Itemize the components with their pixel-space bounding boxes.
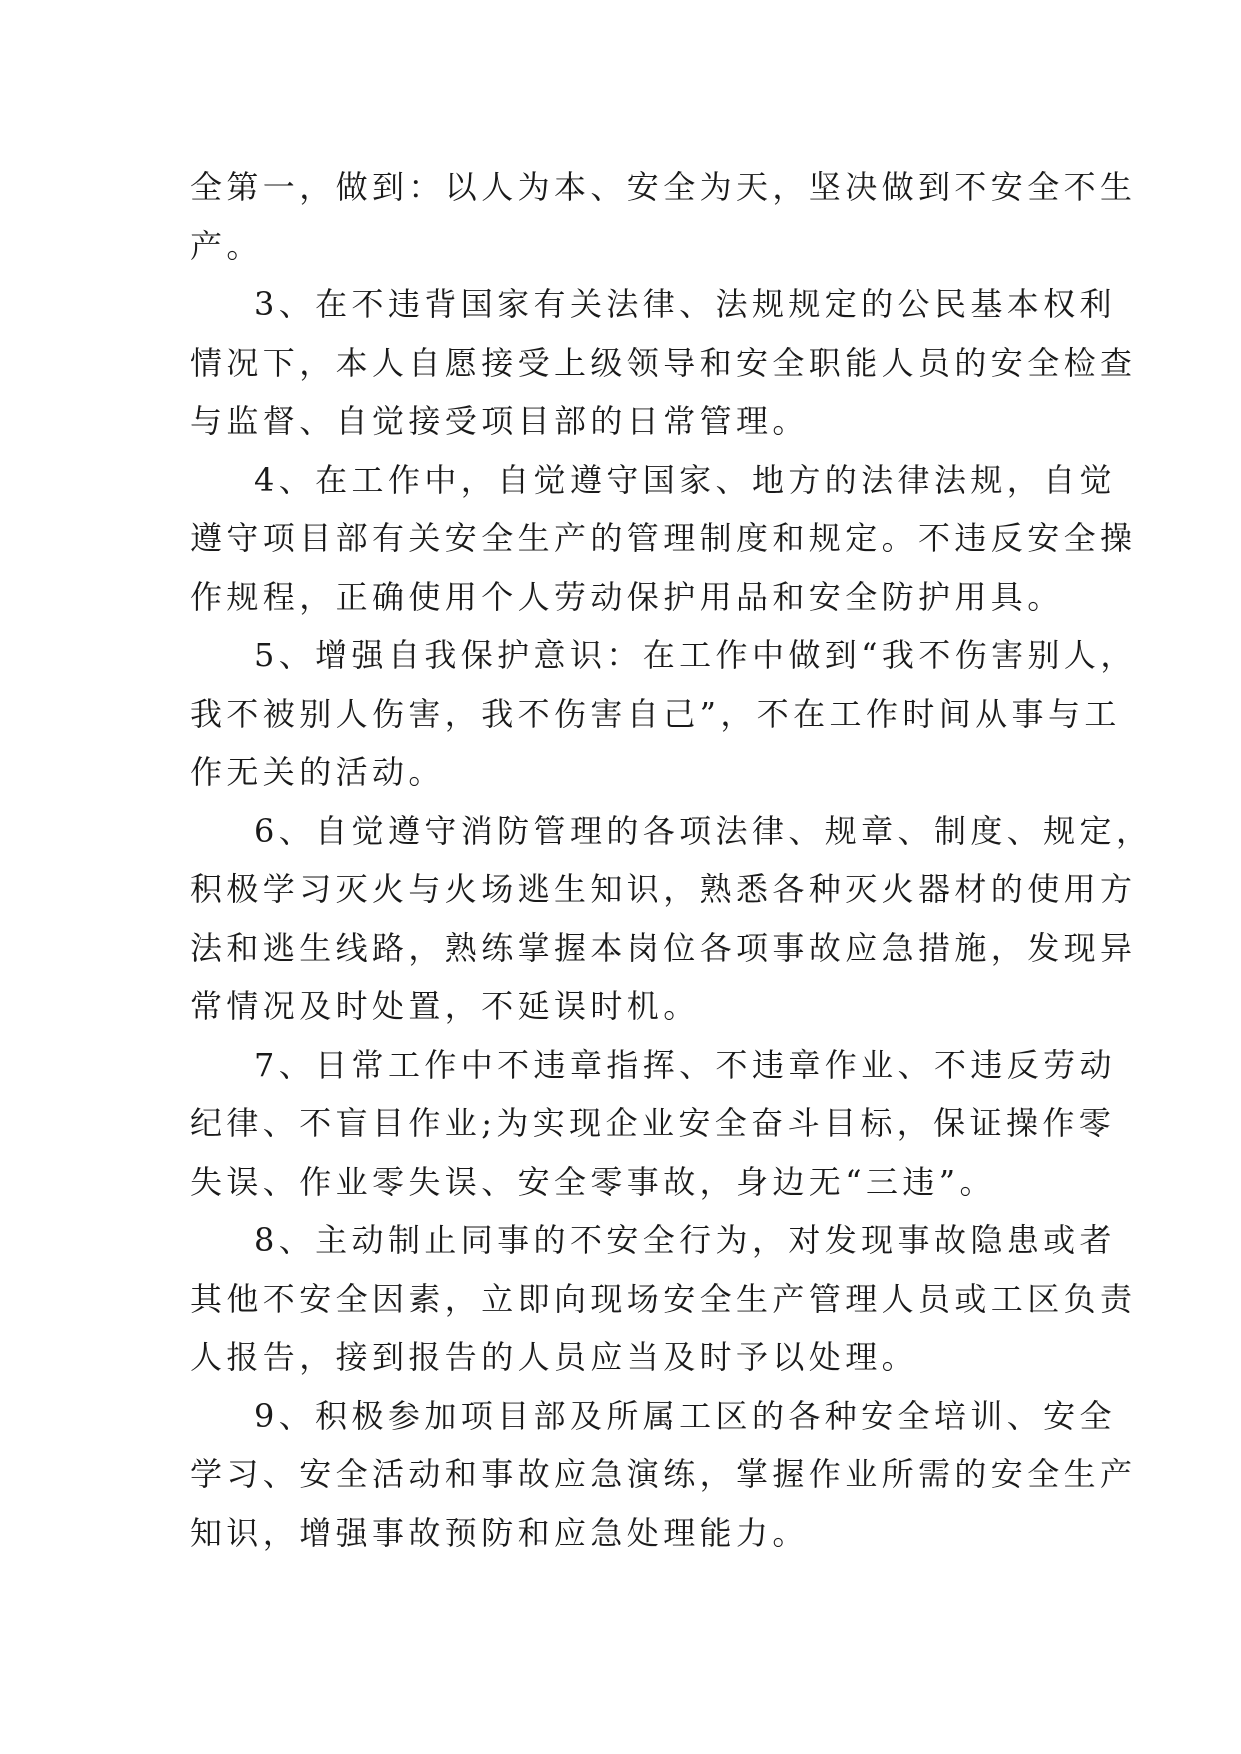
text-line: 4、在工作中，自觉遵守国家、地方的法律法规，自觉 [254,460,1116,499]
text-line: 知识，增强事故预防和应急处理能力。 [190,1513,809,1552]
paragraph [190,1211,1137,1387]
text-line: 遵守项目部有关安全生产的管理制度和规定。不违反安全操 [190,519,1137,557]
paragraph [190,275,1137,451]
paragraph [190,1387,1137,1563]
text-line: 我不被别人伤害，我不伤害自己”，不在工作时间从事与工 [190,694,1121,733]
text-line: 作规程，正确使用个人劳动保护用品和安全防护用具。 [190,577,1064,616]
text-line: 失误、作业零失误、安全零事故，身边无“三违”。 [190,1162,996,1201]
text-line: 9、积极参加项目部及所属工区的各种安全培训、安全 [254,1396,1116,1435]
text-line: 作无关的活动。 [190,753,445,791]
text-line: 其他不安全因素，立即向现场安全生产管理人员或工区负责 [190,1279,1137,1318]
text-line: 全第一，做到：以人为本、安全为天，坚决做到不安全不生 [190,168,1137,206]
paragraph [190,158,1137,275]
text-line: 积极学习灭火与火场逃生知识，熟悉各种灭火器材的使用方 [190,870,1137,908]
document-body [190,158,1153,1562]
text-line: 6、自觉遵守消防管理的各项法律、规章、制度、规定， [254,811,1153,850]
text-line: 法和逃生线路，熟练掌握本岗位各项事故应急措施，发现异 [190,928,1137,967]
text-line: 常情况及时处置，不延误时机。 [190,987,700,1025]
text-line: 与监督、自觉接受项目部的日常管理。 [190,402,809,440]
text-line: 3、在不违背国家有关法律、法规规定的公民基本权利 [254,285,1116,323]
text-line: 人报告，接到报告的人员应当及时予以处理。 [190,1338,919,1376]
text-line: 8、主动制止同事的不安全行为，对发现事故隐患或者 [254,1221,1116,1259]
paragraph [190,802,1153,1036]
text-line: 学习、安全活动和事故应急演练，掌握作业所需的安全生产 [190,1455,1137,1493]
text-line: 纪律、不盲目作业;为实现企业安全奋斗目标，保证操作零 [190,1104,1116,1142]
paragraph [190,451,1137,627]
paragraph [190,1036,1116,1212]
text-line: 情况下，本人自愿接受上级领导和安全职能人员的安全检查 [190,343,1137,382]
paragraph [190,626,1137,802]
text-line: 产。 [190,226,263,265]
text-line: 5、增强自我保护意识：在工作中做到“我不伤害别人， [254,636,1137,674]
text-line: 7、日常工作中不违章指挥、不违章作业、不违反劳动 [254,1045,1116,1084]
